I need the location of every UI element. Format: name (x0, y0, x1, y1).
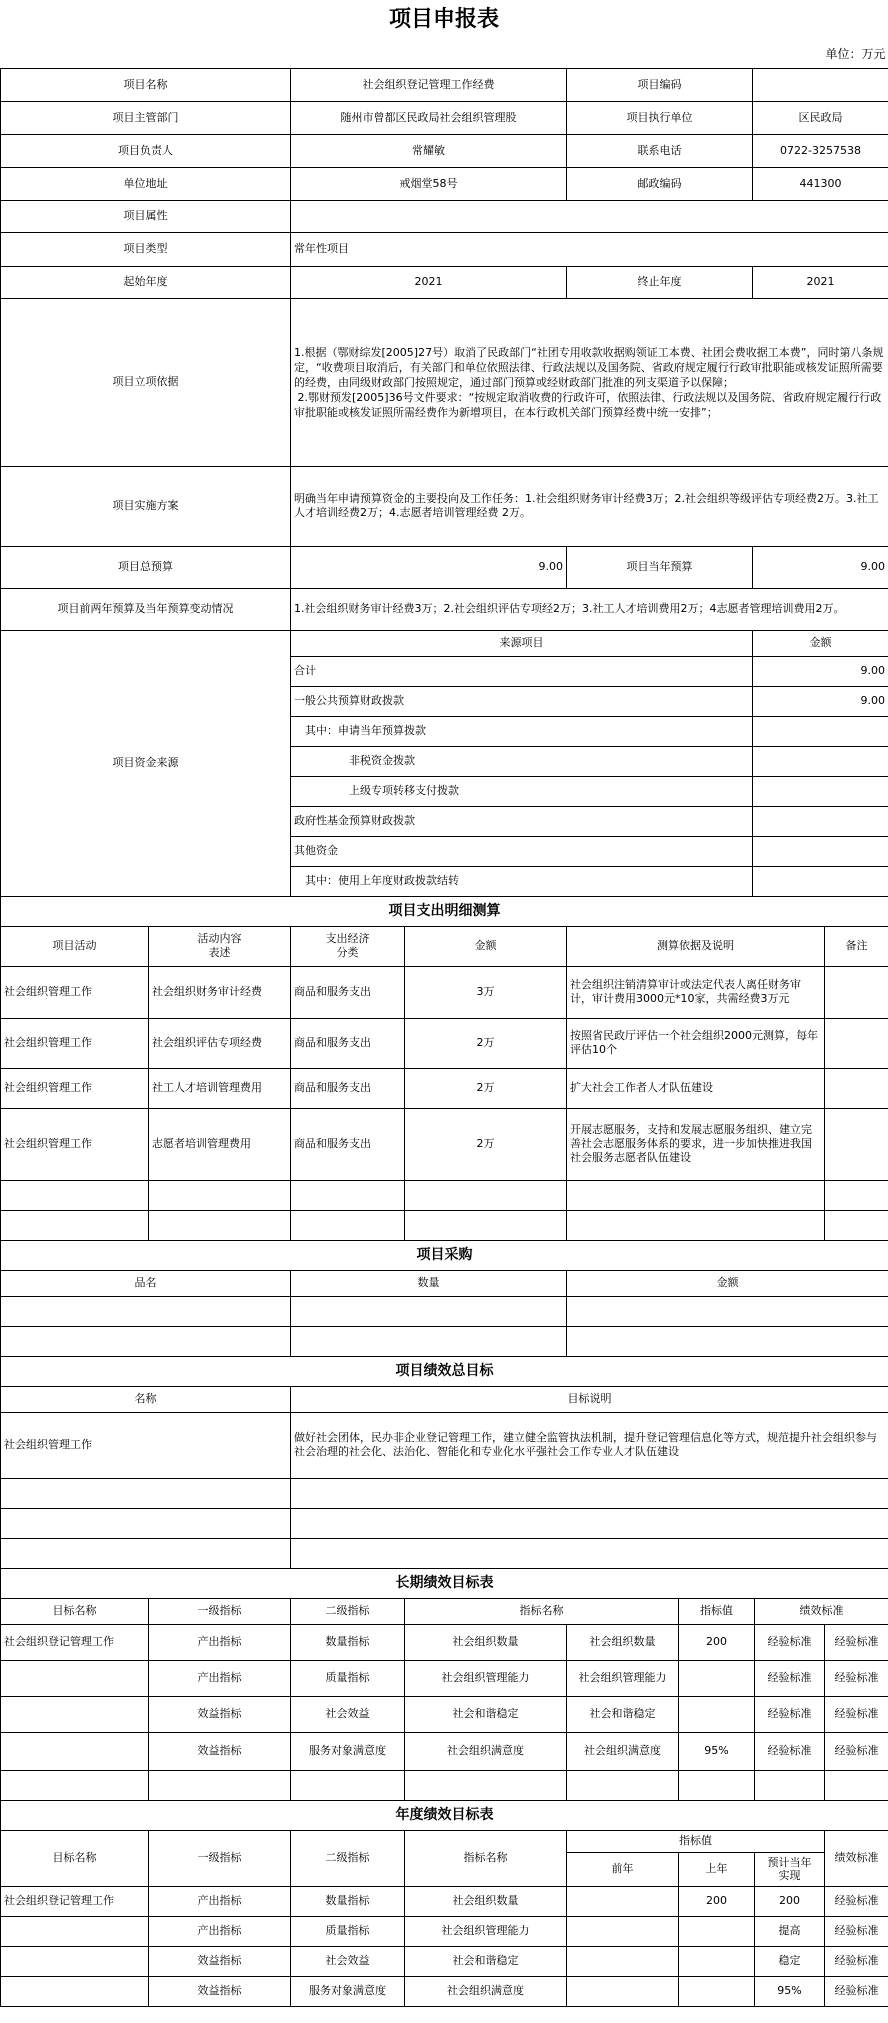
longterm-value: 95% (679, 1732, 755, 1770)
project-name-value: 社会组织登记管理工作经费 (291, 68, 567, 101)
annual-prev1 (679, 1916, 755, 1946)
type-value: 常年性项目 (291, 232, 888, 266)
longterm-standard: 经验标准 (755, 1696, 825, 1732)
table-row (1, 1976, 888, 2006)
current-budget-label: 项目当年预算 (567, 546, 753, 588)
exec-unit-value: 区民政局 (753, 101, 888, 134)
funding-row-name: 政府性基金预算财政拨款 (291, 806, 753, 836)
annual-subheader: 上年 (679, 1852, 755, 1886)
annual-l2: 数量指标 (291, 1886, 405, 1916)
expense-header: 活动内容 表述 (149, 926, 291, 966)
annual-prev2 (567, 1946, 679, 1976)
funding-row-amount: 9.00 (753, 686, 888, 716)
expense-class: 商品和服务支出 (291, 1068, 405, 1108)
page-title: 项目申报表 (388, 7, 499, 32)
table-row (1, 1624, 888, 1660)
expense-basis: 社会组织注销清算审计或法定代表人离任财务审计，审计费用3000元*10家，共需经费3万元 (567, 966, 825, 1018)
table-row (1, 1696, 888, 1732)
total-budget-label: 项目总预算 (1, 546, 291, 588)
longterm-standard-alt: 经验标准 (825, 1732, 888, 1770)
funding-row-amount (753, 746, 888, 776)
table-row (1, 966, 888, 1018)
expense-amount: 2万 (405, 1108, 567, 1180)
exec-unit-label: 项目执行单位 (567, 101, 753, 134)
longterm-indicator-alt: 社会组织管理能力 (567, 1660, 679, 1696)
funding-row-name: 其他资金 (291, 836, 753, 866)
expense-amount: 2万 (405, 1068, 567, 1108)
annual-prev1 (679, 1946, 755, 1976)
annual-l2: 服务对象满意度 (291, 1976, 405, 2006)
table-row (1, 1108, 888, 1180)
zip-value: 441300 (753, 167, 888, 200)
table-row (1, 1508, 888, 1538)
annual-subheader: 预计当年 实现 (755, 1852, 825, 1886)
annual-header: 指标名称 (405, 1830, 567, 1886)
annual-standard: 经验标准 (825, 1916, 888, 1946)
annual-prev2 (567, 1886, 679, 1916)
table-row (1, 1660, 888, 1696)
phone-value: 0722-3257538 (753, 134, 888, 167)
longterm-l2: 服务对象满意度 (291, 1732, 405, 1770)
annual-standard: 经验标准 (825, 1976, 888, 2006)
annual-current: 95% (755, 1976, 825, 2006)
table-row (1, 1296, 888, 1326)
change-label: 项目前两年预算及当年预算变动情况 (1, 588, 291, 630)
table-row (1, 1732, 888, 1770)
table-row (1, 1886, 888, 1916)
longterm-value: 200 (679, 1624, 755, 1660)
funding-row-amount: 9.00 (753, 656, 888, 686)
phone-label: 联系电话 (567, 134, 753, 167)
expense-header: 金额 (405, 926, 567, 966)
expense-basis: 按照省民政厅评估一个社会组织2000元测算，每年评估10个 (567, 1018, 825, 1068)
type-label: 项目类型 (1, 232, 291, 266)
expense-note (825, 1018, 888, 1068)
longterm-indicator: 社会组织满意度 (405, 1732, 567, 1770)
annual-header: 一级指标 (149, 1830, 291, 1886)
longterm-target: 社会组织登记管理工作 (1, 1624, 149, 1660)
longterm-l1: 效益指标 (149, 1696, 291, 1732)
expense-class: 商品和服务支出 (291, 1018, 405, 1068)
table-row (1, 1770, 888, 1800)
longterm-value (679, 1696, 755, 1732)
table-row (1, 1946, 888, 1976)
expense-table (0, 896, 888, 1241)
funding-row-name: 合计 (291, 656, 753, 686)
total-budget-value: 9.00 (291, 546, 567, 588)
expense-activity: 社会组织管理工作 (1, 1068, 149, 1108)
annual-l2: 质量指标 (291, 1916, 405, 1946)
attr-label: 项目属性 (1, 200, 291, 232)
longterm-standard: 经验标准 (755, 1660, 825, 1696)
longterm-l1: 效益指标 (149, 1732, 291, 1770)
longterm-indicator: 社会组织管理能力 (405, 1660, 567, 1696)
expense-amount: 2万 (405, 1018, 567, 1068)
expense-content: 社会组织财务审计经费 (149, 966, 291, 1018)
expense-note (825, 1108, 888, 1180)
expense-note (825, 1068, 888, 1108)
performance-name: 社会组织管理工作 (1, 1412, 291, 1478)
longterm-table (0, 1568, 888, 1801)
longterm-indicator: 社会和谐稳定 (405, 1696, 567, 1732)
annual-indicator: 社会组织满意度 (405, 1976, 567, 2006)
table-row (1, 1916, 888, 1946)
performance-desc: 做好社会团体，民办非企业登记管理工作，建立健全监管执法机制，提升登记管理信息化等方式，规范提升社会组织参与社会治理的社会化、法治化、智能化和专业化水平强社会工作专业人才队伍建设 (291, 1412, 888, 1478)
purchase-table (0, 1240, 888, 1357)
expense-section-title: 项目支出明细测算 (1, 896, 888, 926)
longterm-header: 二级指标 (291, 1598, 405, 1624)
annual-current: 稳定 (755, 1946, 825, 1976)
purchase-header: 金额 (567, 1270, 888, 1296)
annual-header: 绩效标准 (825, 1830, 888, 1886)
annual-indicator: 社会组织数量 (405, 1886, 567, 1916)
longterm-header: 指标值 (679, 1598, 755, 1624)
dept-label: 项目主管部门 (1, 101, 291, 134)
expense-activity: 社会组织管理工作 (1, 966, 149, 1018)
expense-activity: 社会组织管理工作 (1, 1018, 149, 1068)
table-row (1, 1538, 888, 1568)
longterm-header: 指标名称 (405, 1598, 679, 1624)
basis-text: 1.根据（鄂财综发[2005]27号）取消了民政部门“社团专用收款收据购领证工本费、社团会费收据工本费”，同时第八条规定，“收费项目取消后，有关部门和单位依照法律、行政法规以及国务院、省政府规定履行行政审批职能或核发证照所需要的经费，由同级财政部门按照规定，通过部门预算或经财政部门批准的列支渠道予以保障； 2.鄂财预发[2005]36号文件要求：“按规定取消收费的行政许可，依照法律、行政法规以及国务院、省政府规定履行行政审批职能或核发证照所需经费作为新增项目，在本行政机关部门预算经费中统一安排”； (291, 298, 888, 466)
expense-content: 社会组织评估专项经费 (149, 1018, 291, 1068)
table-row (1, 1210, 888, 1240)
basis-label: 项目立项依据 (1, 298, 291, 466)
expense-amount: 3万 (405, 966, 567, 1018)
purchase-header: 数量 (291, 1270, 567, 1296)
funding-label: 项目资金来源 (1, 630, 291, 896)
expense-header: 支出经济 分类 (291, 926, 405, 966)
current-budget-value: 9.00 (753, 546, 888, 588)
dept-value: 随州市曾都区民政局社会组织管理股 (291, 101, 567, 134)
longterm-indicator-alt: 社会组织满意度 (567, 1732, 679, 1770)
funding-row-name: 其中：申请当年预算拨款 (291, 716, 753, 746)
performance-section-title: 项目绩效总目标 (1, 1356, 888, 1386)
longterm-indicator-alt: 社会和谐稳定 (567, 1696, 679, 1732)
funding-row-amount (753, 866, 888, 896)
plan-label: 项目实施方案 (1, 466, 291, 546)
performance-name-header: 名称 (1, 1386, 291, 1412)
purchase-header: 品名 (1, 1270, 291, 1296)
funding-row-amount (753, 776, 888, 806)
longterm-l2: 社会效益 (291, 1696, 405, 1732)
expense-header: 项目活动 (1, 926, 149, 966)
annual-section-title: 年度绩效目标表 (1, 1800, 888, 1830)
expense-activity: 社会组织管理工作 (1, 1108, 149, 1180)
basic-info-table (0, 40, 888, 631)
purchase-section-title: 项目采购 (1, 1240, 888, 1270)
expense-basis: 开展志愿服务，支持和发展志愿服务组织、建立完善社会志愿服务体系的要求，进一步加快推进我国社会服务志愿者队伍建设 (567, 1108, 825, 1180)
annual-l1: 产出指标 (149, 1916, 291, 1946)
longterm-header: 绩效标准 (755, 1598, 888, 1624)
annual-header: 指标值 (567, 1830, 825, 1852)
longterm-standard-alt: 经验标准 (825, 1624, 888, 1660)
table-row (1, 1326, 888, 1356)
annual-indicator: 社会组织管理能力 (405, 1916, 567, 1946)
annual-target: 社会组织登记管理工作 (1, 1886, 149, 1916)
owner-value: 常耀敏 (291, 134, 567, 167)
address-label: 单位地址 (1, 167, 291, 200)
table-row (1, 1478, 888, 1508)
start-year-label: 起始年度 (1, 266, 291, 298)
owner-label: 项目负责人 (1, 134, 291, 167)
longterm-l1: 产出指标 (149, 1660, 291, 1696)
expense-class: 商品和服务支出 (291, 966, 405, 1018)
annual-current: 200 (755, 1886, 825, 1916)
expense-content: 社工人才培训管理费用 (149, 1068, 291, 1108)
longterm-standard: 经验标准 (755, 1624, 825, 1660)
unit-label: 单位：万元 (1, 40, 888, 68)
funding-table (0, 630, 888, 897)
annual-prev2 (567, 1976, 679, 2006)
annual-current: 提高 (755, 1916, 825, 1946)
change-text: 1.社会组织财务审计经费3万；2.社会组织评估专项经2万；3.社工人才培训费用2万；4志愿者管理培训费用2万。 (291, 588, 888, 630)
annual-table (0, 1800, 888, 2007)
end-year-label: 终止年度 (567, 266, 753, 298)
expense-note (825, 966, 888, 1018)
funding-row-amount (753, 836, 888, 866)
longterm-section-title: 长期绩效目标表 (1, 1568, 888, 1598)
annual-l1: 效益指标 (149, 1946, 291, 1976)
longterm-indicator-alt: 社会组织数量 (567, 1624, 679, 1660)
longterm-value (679, 1660, 755, 1696)
address-value: 戒烟堂58号 (291, 167, 567, 200)
attr-value (291, 200, 888, 232)
start-year-value: 2021 (291, 266, 567, 298)
funding-row-name: 其中：使用上年度财政拨款结转 (291, 866, 753, 896)
annual-subheader: 前年 (567, 1852, 679, 1886)
zip-label: 邮政编码 (567, 167, 753, 200)
performance-table (0, 1356, 888, 1569)
funding-row-amount (753, 716, 888, 746)
annual-prev1: 200 (679, 1886, 755, 1916)
project-code-label: 项目编码 (567, 68, 753, 101)
expense-header: 测算依据及说明 (567, 926, 825, 966)
funding-row-name: 一般公共预算财政拨款 (291, 686, 753, 716)
expense-content: 志愿者培训管理费用 (149, 1108, 291, 1180)
annual-prev2 (567, 1916, 679, 1946)
expense-header: 备注 (825, 926, 888, 966)
table-row (1, 1018, 888, 1068)
expense-class: 商品和服务支出 (291, 1108, 405, 1180)
annual-indicator: 社会和谐稳定 (405, 1946, 567, 1976)
funding-row-name: 上级专项转移支付拨款 (291, 776, 753, 806)
annual-prev1 (679, 1976, 755, 2006)
longterm-indicator: 社会组织数量 (405, 1624, 567, 1660)
funding-source-header: 来源项目 (291, 630, 753, 656)
annual-header: 二级指标 (291, 1830, 405, 1886)
longterm-standard-alt: 经验标准 (825, 1660, 888, 1696)
performance-desc-header: 目标说明 (291, 1386, 888, 1412)
table-row (1, 1180, 888, 1210)
annual-standard: 经验标准 (825, 1886, 888, 1916)
table-row (1, 1068, 888, 1108)
annual-l2: 社会效益 (291, 1946, 405, 1976)
expense-basis: 扩大社会工作者人才队伍建设 (567, 1068, 825, 1108)
longterm-standard-alt: 经验标准 (825, 1696, 888, 1732)
funding-row-name: 非税资金拨款 (291, 746, 753, 776)
longterm-l2: 数量指标 (291, 1624, 405, 1660)
annual-l1: 产出指标 (149, 1886, 291, 1916)
plan-text: 明确当年申请预算资金的主要投向及工作任务：1.社会组织财务审计经费3万；2.社会组织等级评估专项经费2万。3.社工人才培训经费2万；4.志愿者培训管理经费 2万。 (291, 466, 888, 546)
longterm-header: 目标名称 (1, 1598, 149, 1624)
end-year-value: 2021 (753, 266, 888, 298)
funding-amount-header: 金额 (753, 630, 888, 656)
funding-row-amount (753, 806, 888, 836)
project-name-label: 项目名称 (1, 68, 291, 101)
longterm-l1: 产出指标 (149, 1624, 291, 1660)
annual-standard: 经验标准 (825, 1946, 888, 1976)
project-code-value (753, 68, 888, 101)
longterm-header: 一级指标 (149, 1598, 291, 1624)
annual-header: 目标名称 (1, 1830, 149, 1886)
longterm-l2: 质量指标 (291, 1660, 405, 1696)
annual-l1: 效益指标 (149, 1976, 291, 2006)
longterm-standard: 经验标准 (755, 1732, 825, 1770)
